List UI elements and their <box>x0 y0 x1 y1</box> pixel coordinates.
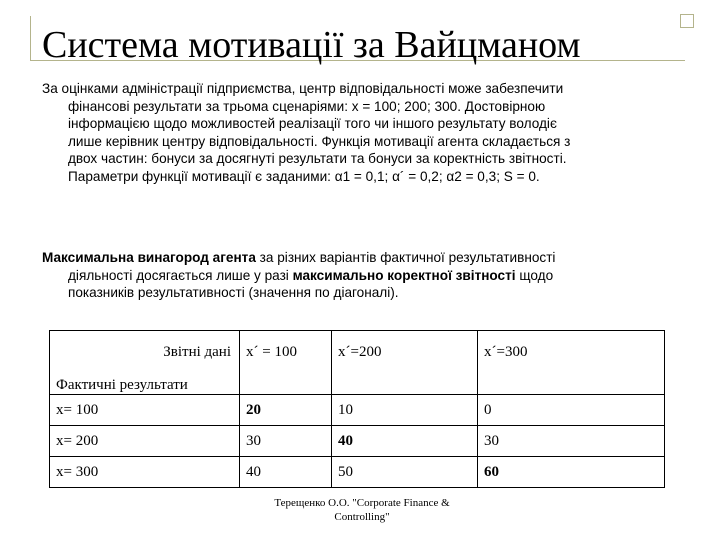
intro-line: фінансові результати за трьома сценаріями: х = 100; 200; 300. Достовірною <box>68 98 546 114</box>
max-reward-emphasis: максимально коректної звітності <box>292 267 516 283</box>
table-header-row <box>50 331 665 395</box>
intro-line: Параметри функції мотивації є заданими: α1 = 0,1; α´ = 0,2; α2 = 0,3; S = 0. <box>68 168 540 184</box>
table-corner-cell <box>50 331 240 395</box>
table-cell: 30 <box>240 426 332 457</box>
footer-line-2: Controlling" <box>334 511 390 523</box>
max-reward-line-1 <box>42 249 672 267</box>
table-cell-diagonal: 40 <box>332 426 478 457</box>
table-cell: 50 <box>332 457 478 488</box>
max-reward-line-2 <box>42 267 672 285</box>
table-row <box>50 426 665 457</box>
decor-corner-square <box>680 14 694 28</box>
table-cell: 10 <box>332 395 478 426</box>
footer-credit <box>232 496 492 524</box>
row-label: x= 300 <box>50 457 240 488</box>
table-cell: 0 <box>478 395 665 426</box>
intro-line: інформацією щодо можливостей реалізації того чи іншого результату володіє <box>68 116 557 131</box>
intro-line: За оцінками адміністрації підприємства, центр відповідальності може забезпечити <box>42 81 564 96</box>
decor-vertical-line <box>30 16 31 60</box>
column-header: x´ = 100 <box>240 331 332 395</box>
paragraph-intro <box>42 80 672 185</box>
column-header: x´=200 <box>332 331 478 395</box>
intro-line: двох частин: бонуси за досягнуті результати та бонуси за коректність звітності. <box>68 151 567 166</box>
table-row <box>50 395 665 426</box>
row-label: x= 200 <box>50 426 240 457</box>
footer-line-1: Терещенко О.О. "Corporate Finance & <box>274 497 450 509</box>
header-reported: Звітні дані <box>163 344 231 360</box>
slide-title: Система мотивації за Вайцманом <box>42 24 581 66</box>
max-reward-line-3: показників результативності (значення по діагоналі). <box>68 285 399 300</box>
max-reward-line-1-rest: за різних варіантів фактичної результативності <box>255 250 556 265</box>
motivation-table <box>49 330 665 488</box>
column-header: x´=300 <box>478 331 665 395</box>
max-reward-lead: Максимальна винагород агента <box>42 250 256 265</box>
table-cell: 40 <box>240 457 332 488</box>
max-reward-line-2-end: щодо <box>515 267 554 283</box>
row-label: x= 100 <box>50 395 240 426</box>
table-cell-diagonal: 20 <box>240 395 332 426</box>
table-cell-diagonal: 60 <box>478 457 665 488</box>
table-cell: 30 <box>478 426 665 457</box>
intro-line: лише керівник центру відповідальності. Функція мотивації агента складається з <box>68 133 571 149</box>
paragraph-max-reward <box>42 249 672 302</box>
max-reward-line-2-start: діяльності досягається лише у разі <box>68 267 293 283</box>
header-actual: Фактичні результати <box>56 377 188 393</box>
table-row <box>50 457 665 488</box>
